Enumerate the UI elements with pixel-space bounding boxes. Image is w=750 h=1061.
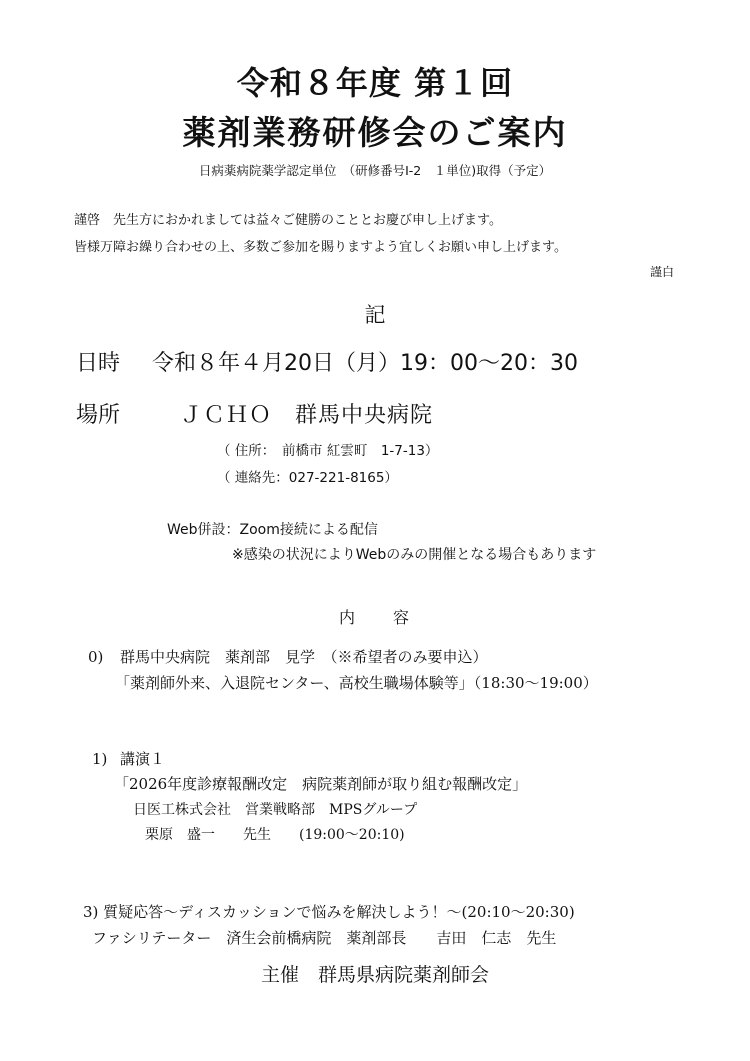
organizer: 主催 群馬県病院薬剤師会 bbox=[260, 964, 489, 986]
item-1-lecture-title: 「2026年度診療報酬改定 病院薬剤師が取り組む報酬改定」 bbox=[114, 775, 528, 793]
content-heading: 内 容 bbox=[338, 608, 411, 627]
ki-heading: 記 bbox=[364, 303, 386, 327]
item-1-speaker: 栗原 盛一 先生 (19:00～20:10) bbox=[145, 827, 405, 843]
datetime-value: 令和８年４月20日（月）19：00～20：30 bbox=[152, 351, 578, 376]
item-3-title: 3) 質疑応答～ディスカッションで悩みを解決しよう！～(20:10～20:30) bbox=[83, 903, 575, 921]
greeting-closing: 謹白 bbox=[649, 265, 674, 279]
contact-phone: （ 連絡先：027-221-8165） bbox=[217, 470, 398, 486]
item-0-detail: 「薬剤師外来、入退院センター、高校生職場体験等」（18:30～19:00） bbox=[115, 674, 598, 692]
item-3-facilitator: ファシリテーター 済生会前橋病院 薬剤部長 吉田 仁志 先生 bbox=[92, 929, 557, 947]
web-notice: Web併設：Zoom接続による配信 bbox=[167, 522, 378, 538]
item-0-number: 0) bbox=[88, 648, 104, 666]
credit-subtitle: 日病薬病院薬学認定単位 （研修番号Ⅰ-2 １単位)取得（予定） bbox=[198, 163, 552, 178]
place-label: 場所 bbox=[76, 403, 121, 428]
datetime-label: 日時 bbox=[76, 351, 121, 376]
greeting-line-1: 謹啓 先生方におかれましては益々ご健勝のこととお慶び申し上げます。 bbox=[74, 213, 502, 228]
greeting-line-2: 皆様万障お繰り合わせの上、多数ご参加を賜りますよう宜しくお願い申し上げます。 bbox=[74, 240, 567, 255]
item-0-title: 群馬中央病院 薬剤部 見学 （※希望者のみ要申込） bbox=[120, 648, 488, 666]
place-value: ＪＣＨＯ 群馬中央病院 bbox=[180, 403, 434, 428]
item-1-affiliation: 日医工株式会社 営業戦略部 MPSグループ bbox=[133, 802, 418, 818]
web-only-note: ※感染の状況によりWebのみの開催となる場合もあります bbox=[232, 547, 597, 563]
address: （ 住所： 前橋市 紅雲町 1-7-13） bbox=[217, 443, 439, 459]
item-1-number: 1) bbox=[92, 750, 108, 768]
title-line-2: 薬剤業務研修会のご案内 bbox=[182, 113, 568, 152]
item-1-title: 講演１ bbox=[120, 750, 166, 768]
title-line-1: 令和８年度 第１回 bbox=[236, 64, 514, 102]
